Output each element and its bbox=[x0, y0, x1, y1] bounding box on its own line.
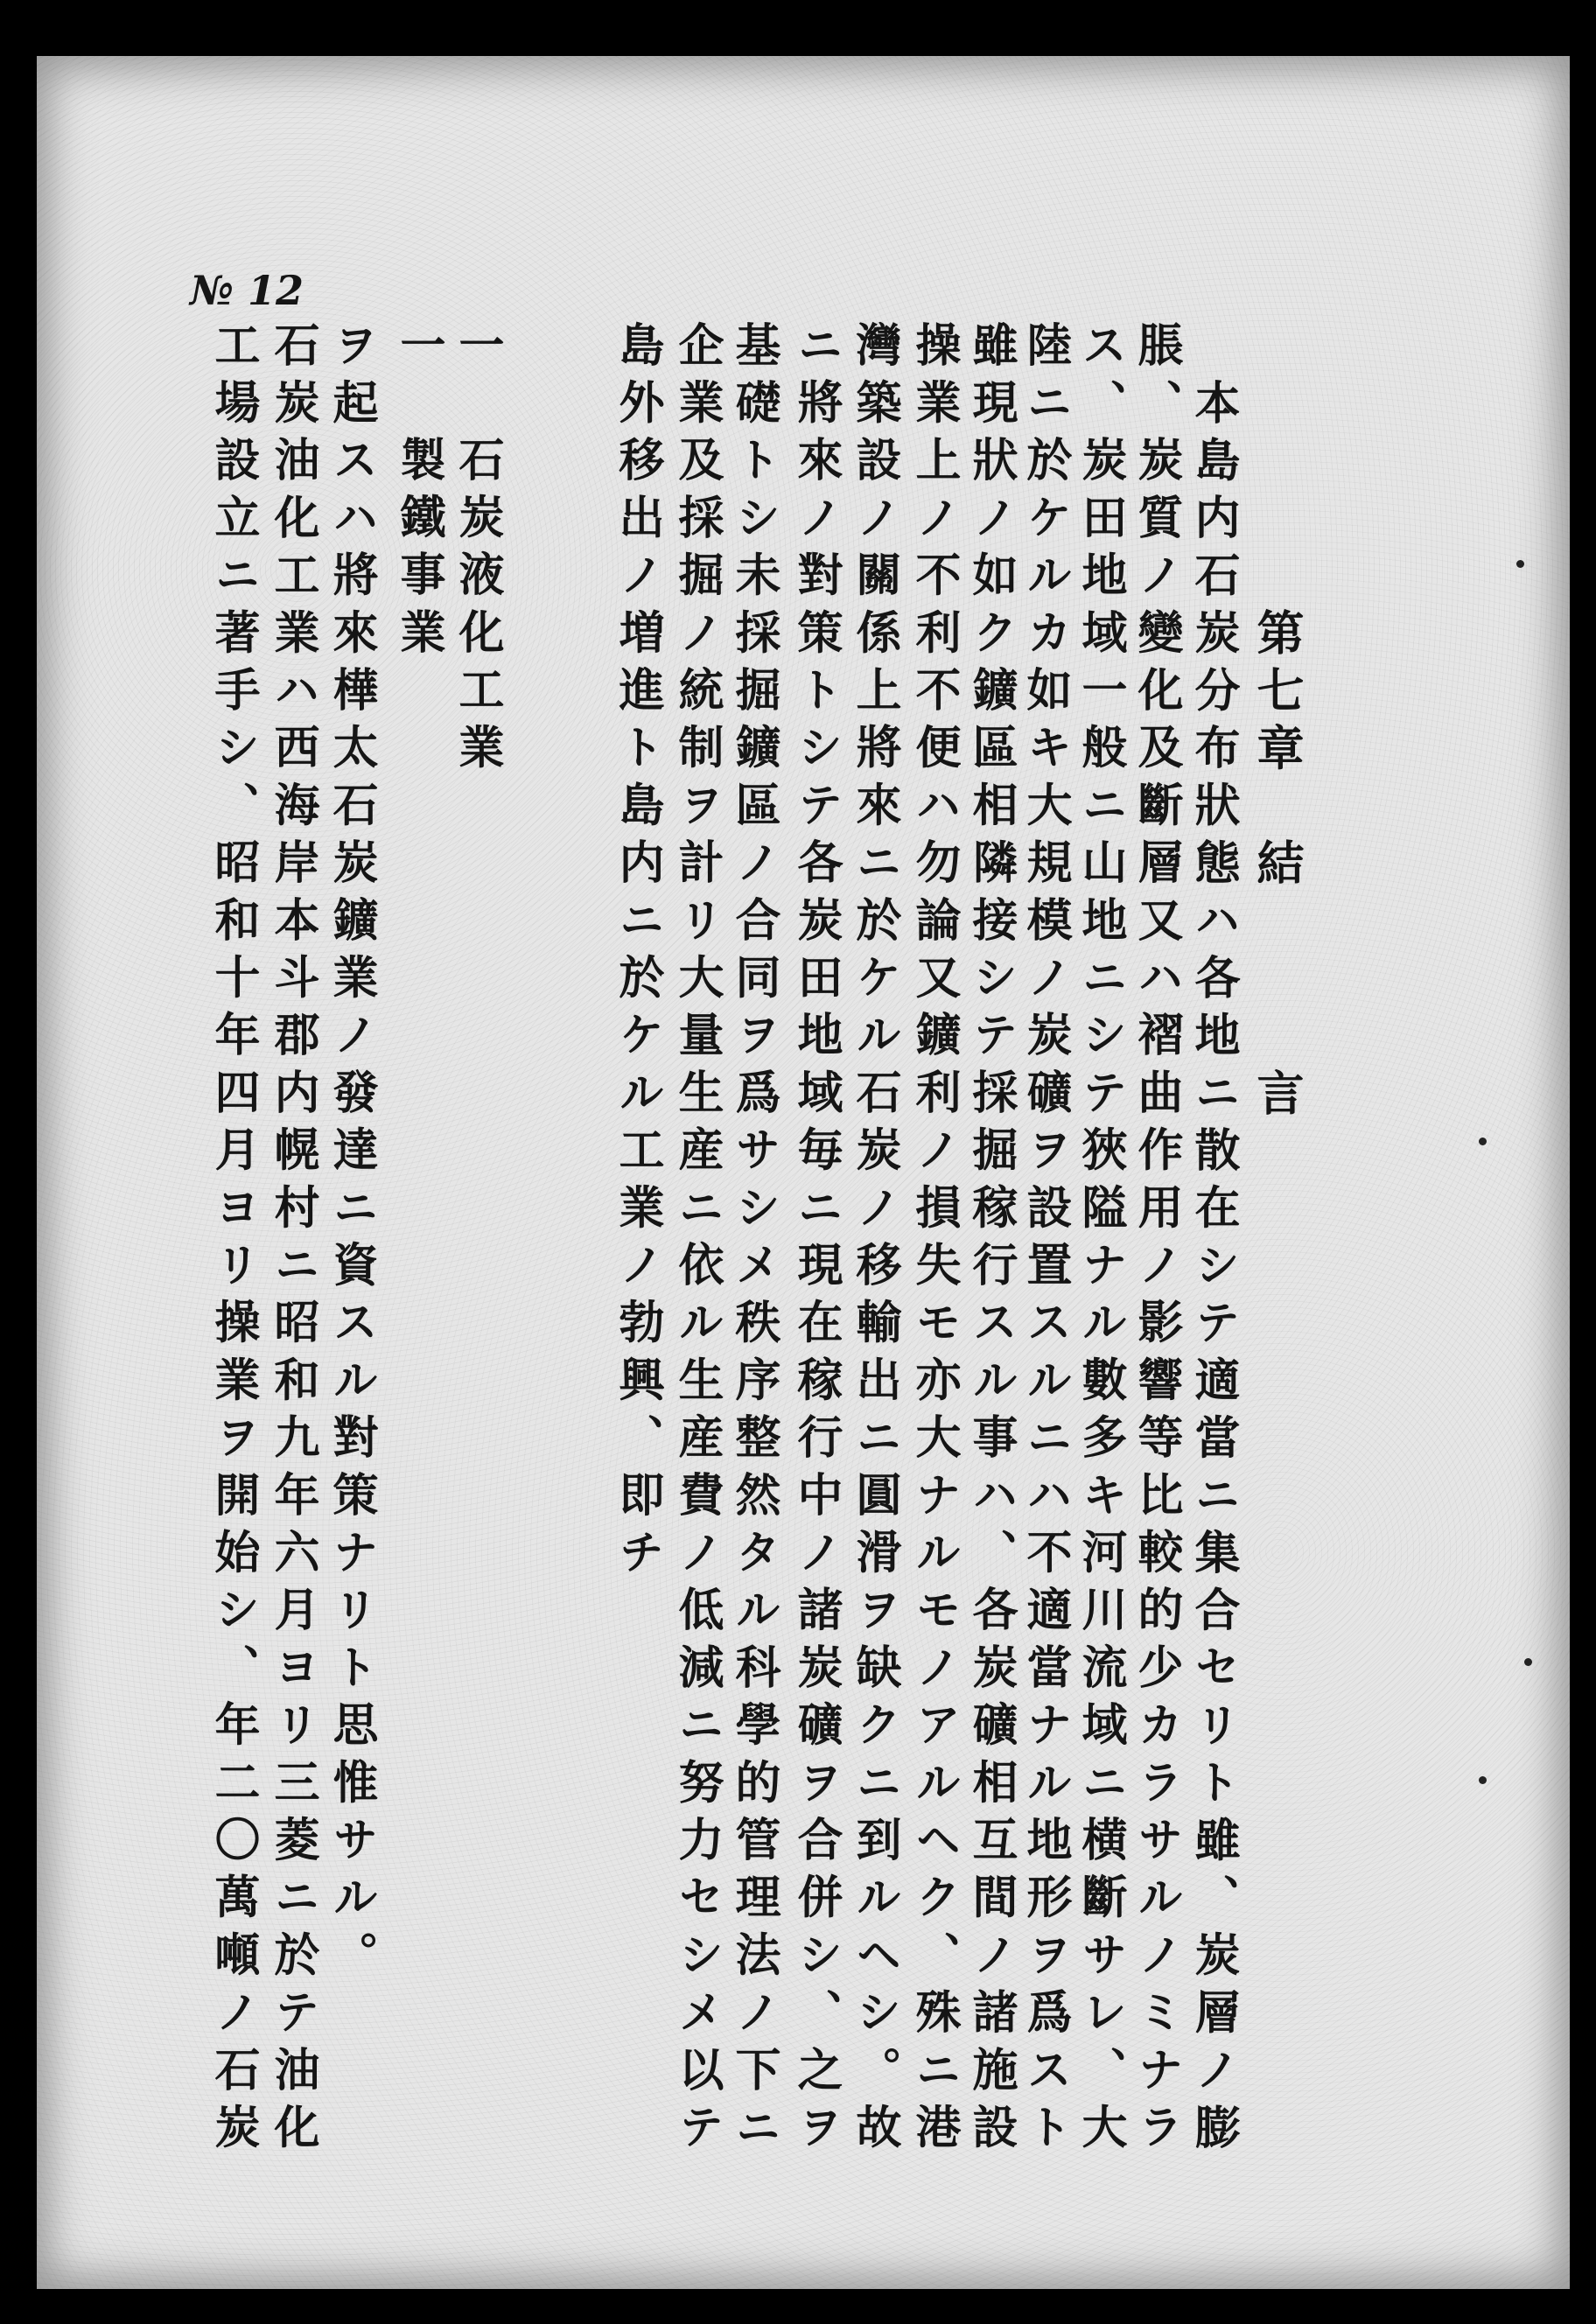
chapter-label: 第七章 bbox=[1250, 608, 1306, 781]
chapter-title-char-2: 言 bbox=[1250, 1068, 1306, 1126]
scan-speck bbox=[1516, 560, 1524, 568]
text-column: 脹、炭質ノ變化及斷層又ハ褶曲作用ノ影響等比較的少カラサルノミナラ bbox=[1130, 321, 1183, 2161]
chapter-title-char-1: 結 bbox=[1250, 838, 1306, 896]
text-column: 基礎トシ未採掘鑛區ノ合同ヲ爲サシメ秩序整然タル科學的管理法ノ下ニ bbox=[727, 321, 780, 2161]
list-item-marker: 一 bbox=[451, 321, 504, 379]
text-column: 工場設立ニ著手シ、昭和十年四月ヨリ操業ヲ開始シ、年二〇萬噸ノ石炭 bbox=[206, 321, 260, 2161]
text-column: 島外移出ノ増進ト島内ニ於ケル工業ノ勃興、即チ bbox=[611, 321, 664, 1586]
text-column: 操業上ノ不利不便ハ勿論又鑛利ノ損失モ亦大ナルモノアルヘク、殊ニ港 bbox=[907, 321, 961, 2161]
list-item-text: 石炭液化工業 bbox=[451, 436, 504, 781]
text-column: 雖現狀ノ如ク鑛區相隣接シテ採掘稼行スル事ハ、各炭礦相互間ノ諸施設 bbox=[964, 321, 1018, 2161]
text-column: ス、炭田地域一般ニ山地ニシテ狹隘ナル數多キ河川流域ニ横斷サレ、大 bbox=[1074, 321, 1127, 2161]
text-column: 灣築設ノ關係上將來ニ於ケル石炭ノ移輸出ニ圓滑ヲ缺クニ到ルヘシ。故 bbox=[848, 321, 901, 2161]
text-column: 本島内石炭分布狀態ハ各地ニ散在シテ適當ニ集合セリト雖、炭層ノ膨 bbox=[1186, 379, 1240, 2161]
text-column: 石炭油化工業ハ西海岸本斗郡内幌村ニ昭和九年六月ヨリ三菱ニ於テ油化 bbox=[266, 321, 319, 2161]
text-column: 企業及採掘ノ統制ヲ計リ大量生産ニ依ル生産費ノ低減ニ努力セシメ以テ bbox=[670, 321, 724, 2161]
list-item-text: 製鐵事業 bbox=[392, 436, 445, 666]
text-column: 陸ニ於ケルカ如キ大規模ノ炭礦ヲ設置スルニハ不適當ナル地形ヲ爲スト bbox=[1018, 321, 1072, 2161]
text-column: ニ將來ノ對策トシテ各炭田地域毎ニ現在稼行中ノ諸炭礦ヲ合併シ、之ヲ bbox=[789, 321, 843, 2161]
scan-speck bbox=[1479, 1138, 1487, 1145]
text-column: ヲ起スハ將來樺太石炭鑛業ノ發達ニ資スル對策ナリト思惟サル。 bbox=[325, 321, 378, 1989]
scan-speck bbox=[1479, 1776, 1487, 1784]
scan-speck bbox=[1524, 1658, 1532, 1666]
page-number: № 12 bbox=[190, 267, 304, 314]
list-item-marker: 一 bbox=[392, 321, 445, 379]
